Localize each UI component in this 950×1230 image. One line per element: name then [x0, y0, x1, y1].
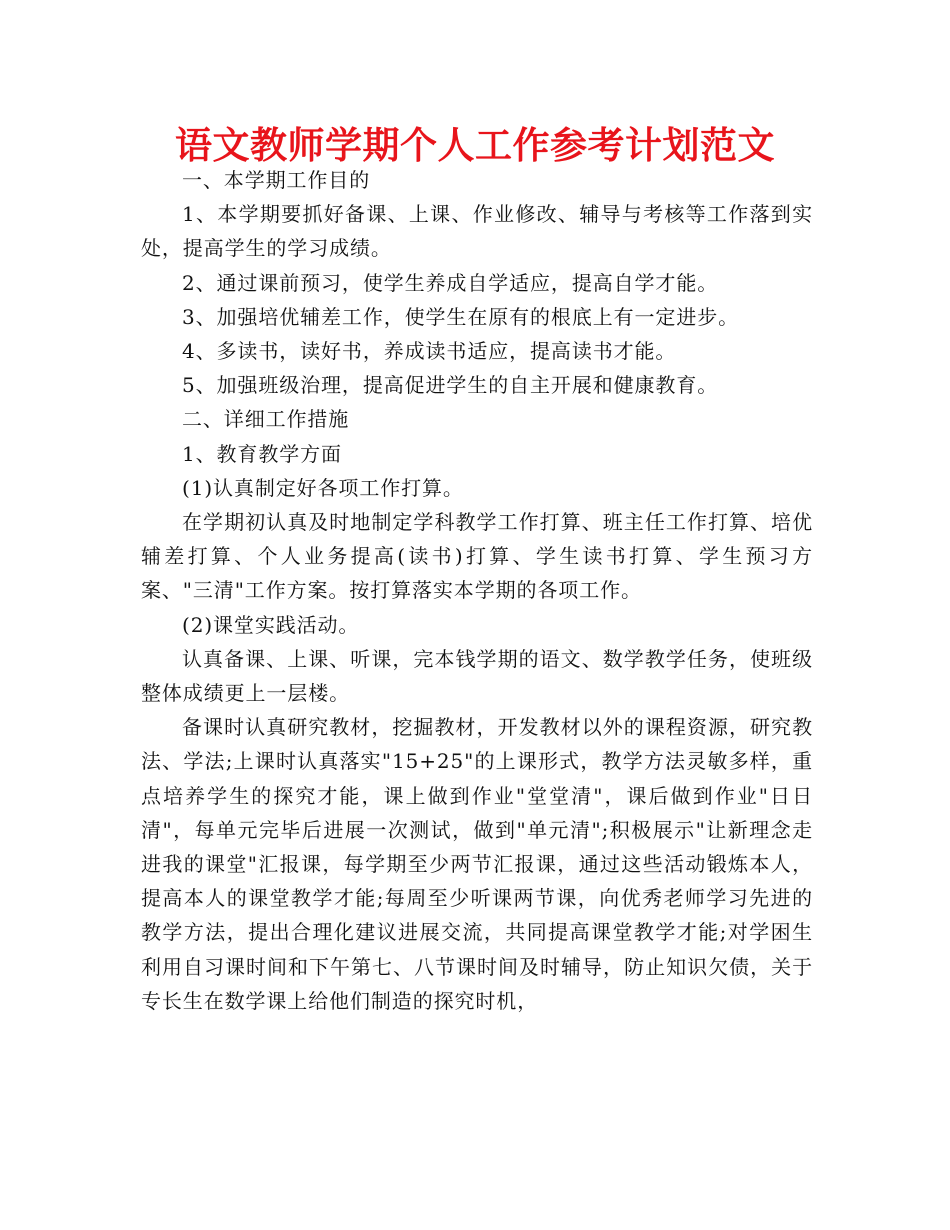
section-heading: 一、本学期工作目的 [182, 168, 371, 192]
document-title: 语文教师学期个人工作参考计划范文 [175, 124, 775, 167]
paragraph: 2、通过课前预习，使学生养成自学适应，提高自学才能。 [182, 270, 719, 295]
paragraph: 5、加强班级治理，提高促进学生的自主开展和健康教育。 [182, 373, 719, 398]
document-body [141, 163, 813, 1018]
paragraph: 1、本学期要抓好备课、上课、作业修改、辅导与考核等工作落到实处，提高学生的学习成绩。 [141, 202, 813, 261]
section-heading: 二、详细工作措施 [182, 407, 350, 432]
paragraph: 在学期初认真及时地制定学科教学工作打算、班主任工作打算、培优辅差打算、个人业务提高(读书)打算、学生读书打算、学生预习方案、"三清"工作方案。按打算落实本学期的各项工作。 [141, 510, 813, 603]
paragraph: 备课时认真研究教材，挖掘教材，开发教材以外的课程资源，研究教法、学法;上课时认真落实"15+25"的上课形式，教学方法灵敏多样，重点培养学生的探究才能，课上做到作业"堂堂清"，课后做到作业"日日清"，每单元完毕后进展一次测试，做到"单元清";积极展示"让新理念走进我的课堂"汇报课，每学期至少两节汇报课，通过这些活动锻炼本人，提高本人的课堂教学才能;每周至少听课两节课，向优秀老师学习先进的教学方法，提出合理化建议进展交流，共同提高课堂教学才能;对学困生利用自习课时间和下午第七、八节课时间及时辅导，防止知识欠债，关于专长生在数学课上给他们制造的探究时机， [141, 715, 813, 1013]
paragraph: 3、加强培优辅差工作，使学生在原有的根底上有一定进步。 [182, 304, 740, 329]
subsection-heading: (1)认真制定好各项工作打算。 [182, 475, 464, 500]
paragraph: 4、多读书，读好书，养成读书适应，提高读书才能。 [182, 339, 677, 364]
paragraph: 认真备课、上课、听课，完本钱学期的语文、数学教学任务，使班级整体成绩更上一层楼。 [141, 646, 813, 706]
subsection-heading: 1、教育教学方面 [182, 441, 342, 466]
subsection-heading: (2)课堂实践活动。 [182, 612, 360, 637]
